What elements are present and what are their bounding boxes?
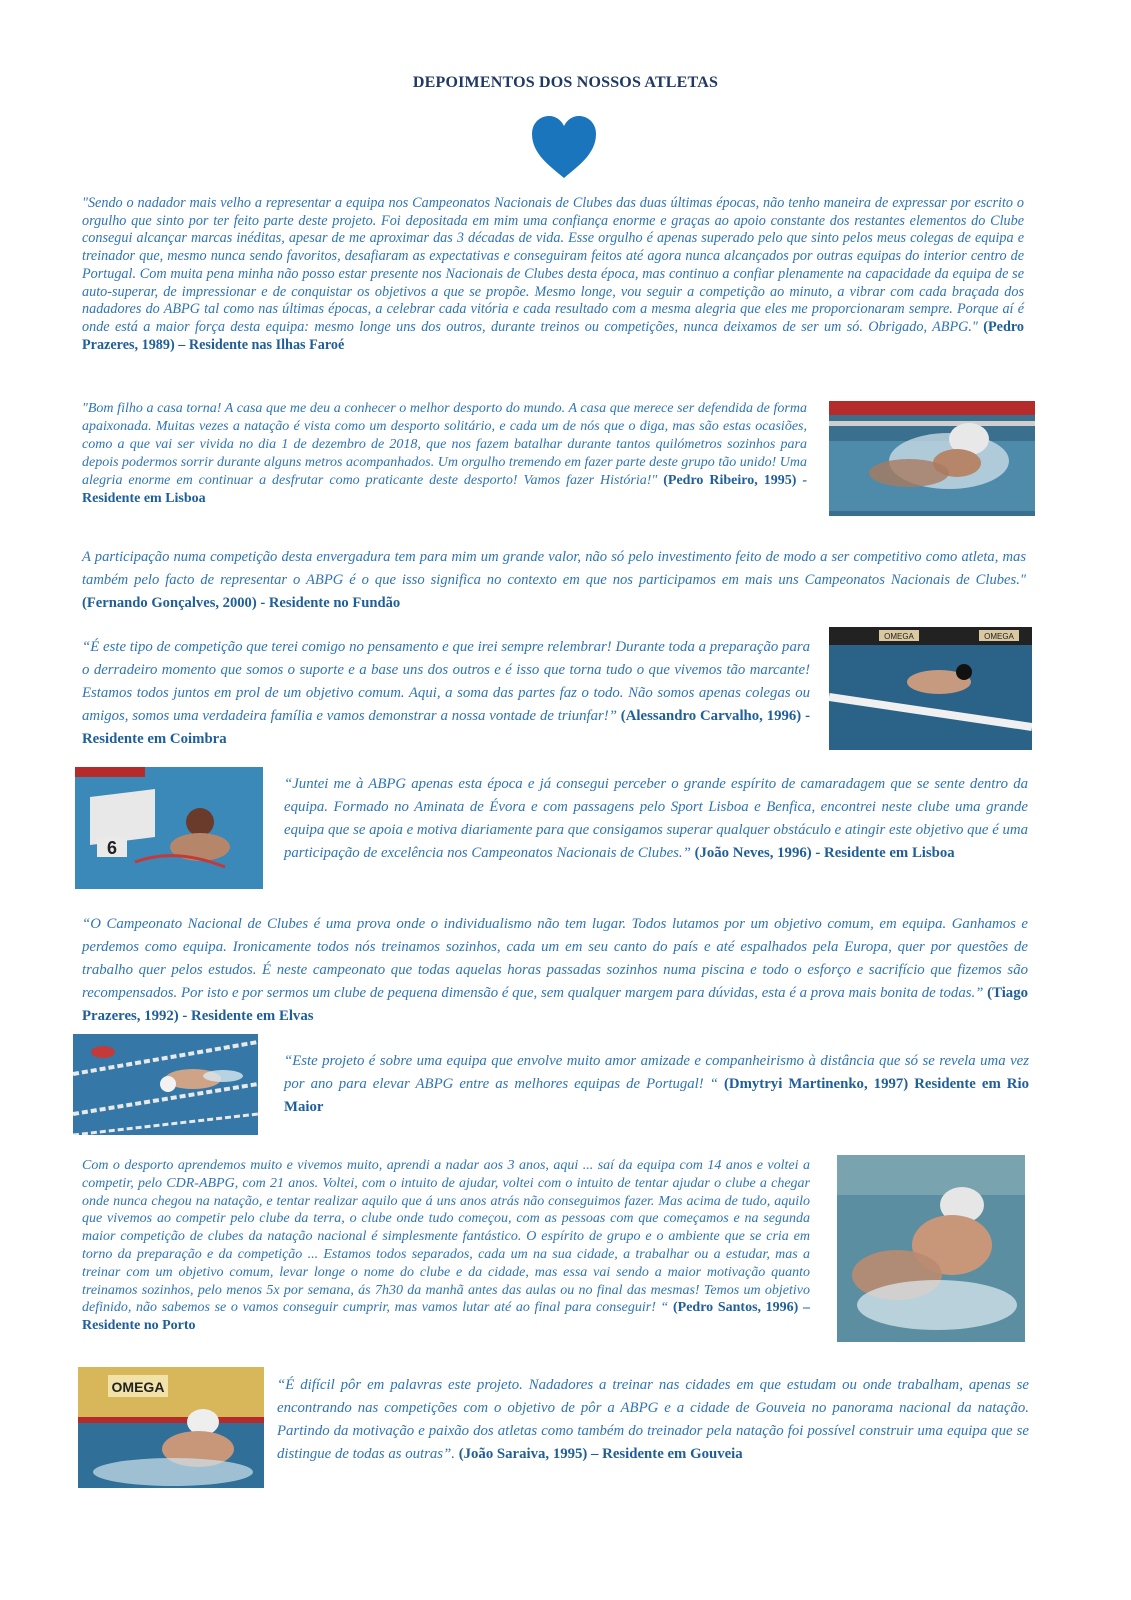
testimonial-1 bbox=[82, 195, 1024, 354]
testimonial-quote: “O Campeonato Nacional de Clubes é uma prova onde o individualismo não tem lugar. Todos lutamos por um objetivo comum, em equipa. Ganhamos e perdemos como equipa. Ironicamente todos nós treinamos sozinhos, cada um em seu canto do país e até espalhados pela Europa, quer por questões de trabalho quer pelos estudos. É neste campeonato que todas aquelas horas passadas sozinhos numa piscina e todo o esforço e sacrifício que fizemos são recompensados. Por isto e por sermos um clube de pequena dimensão é que, sem qualquer margem para dúvidas, esta é a prova mais bonita de todas.” bbox=[82, 916, 1028, 1001]
swimmer-photo-omega bbox=[78, 1367, 264, 1488]
heart-icon bbox=[530, 114, 598, 180]
testimonial-quote: "Sendo o nadador mais velho a representar a equipa nos Campeonatos Nacionais de Clubes das duas últimas épocas, não tenho maneira de expressar por escrito o orgulho que sinto por ter feito parte deste projeto. Foi depositada em mim uma confiança enorme e graças ao apoio constante dos restantes elementos do Clube consegui alcançar marcas inéditas, apesar de me aproximar das 3 décadas de vida. Esse orgulho é apenas superado pelo que sinto pelos meus colegas de equipa e treinador que, mesmo nunca sendo favoritos, desafiaram as expectativas e conseguiram feitos até agora nunca alcançados por outras equipas do interior centro de Portugal. Com muita pena minha não posso estar presente nos Nacionais de Clubes desta época, mas continuo a confiar plenamente na capacidade da equipa de se auto-superar, de impressionar e de conquistar os objetivos a que se propõe. Mesmo longe, vou seguir a competição ao minuto, a vibrar com cada braçada dos nadadores do ABPG tal como nas últimas épocas, a celebrar cada vitória e cada resultado com a mesma alegria que eles me proporcionaram sempre. Porque aí é onde está a maior força desta equipa: mesmo longe uns dos outros, durante treinos ou competições, nunca deixamos de ser um só. Obrigado, ABPG." bbox=[82, 195, 1024, 335]
testimonial-8 bbox=[82, 1157, 810, 1335]
testimonial-author: (João Saraiva, 1995) – Residente em Gouveia bbox=[458, 1446, 743, 1462]
swimmer-photo-starting-block bbox=[75, 767, 263, 889]
testimonial-6 bbox=[82, 913, 1028, 1028]
testimonial-quote: “Este projeto é sobre uma equipa que envolve muito amor amizade e companheirismo à distância que só se revela uma vez por ano para elevar ABPG entre as melhores equipas de Portugal! “ bbox=[284, 1053, 1029, 1092]
page-title: DEPOIMENTOS DOS NOSSOS ATLETAS bbox=[412, 74, 719, 91]
testimonial-author: (Dmytryi Martinenko, 1997) Residente em Rio Maior bbox=[284, 1076, 1030, 1115]
testimonial-author: (Fernando Gonçalves, 2000) - Residente no Fundão bbox=[82, 595, 401, 611]
testimonial-5 bbox=[284, 773, 1028, 865]
testimonial-7 bbox=[284, 1050, 1029, 1119]
testimonial-author: (Pedro Ribeiro, 1995) - Residente em Lisboa bbox=[82, 473, 808, 506]
testimonial-4 bbox=[82, 636, 810, 751]
testimonial-quote: A participação numa competição desta envergadura tem para mim um grande valor, não só pelo investimento feito de modo a ser competitivo como atleta, mas também pelo facto de representar o ABPG é o que isso significa no contexto em que nos participamos em mais uns Campeonatos Nacionais de Clubes." bbox=[82, 549, 1026, 588]
banner-text: OMEGA bbox=[111, 1379, 165, 1395]
testimonial-quote: “Juntei me à ABPG apenas esta época e já consegui perceber o grande espírito de camaradagem que se sente dentro da equipa. Formado no Aminata de Évora e com passagens pelo Sport Lisboa e Benfica, encontrei neste clube uma grande equipa que se apoia e motiva diariamente para que consigamos superar qualquer obstáculo e atingir este objetivo que é uma participação de excelência nos Campeonatos Nacionais de Clubes.” bbox=[284, 776, 1028, 861]
testimonial-author: (Tiago Prazeres, 1992) - Residente em Elvas bbox=[82, 985, 1029, 1024]
swimmer-photo-breaststroke bbox=[829, 401, 1035, 516]
testimonial-author: (Pedro Santos, 1996) – Residente no Porto bbox=[82, 1300, 810, 1334]
testimonial-author: (Alessandro Carvalho, 1996) - Residente em Coimbra bbox=[82, 708, 810, 747]
block-number: 6 bbox=[106, 838, 118, 858]
testimonial-3 bbox=[82, 546, 1026, 615]
swimmer-photo-freestyle bbox=[73, 1034, 258, 1135]
testimonial-9 bbox=[277, 1374, 1029, 1466]
testimonial-author: (Pedro Prazeres, 1989) – Residente nas Ilhas Faroé bbox=[82, 318, 1024, 353]
testimonial-quote: “É difícil pôr em palavras este projeto. Nadadores a treinar nas cidades em que estudam ou onde trabalham, apenas se encontrando nas competições com o objetivo de pôr a ABPG e a cidade de Gouveia no panorama nacional da natação. Partindo da motivação e paixão dos atletas como também do treinador pela natação foi possível construir uma equipa que se distingue de todas as outras”. bbox=[277, 1377, 1029, 1462]
swimmer-photo-butterfly bbox=[829, 627, 1032, 750]
testimonial-quote: Com o desporto aprendemos muito e vivemos muito, aprendi a nadar aos 3 anos, aqui ... saí da equipa com 14 anos e voltei a competir, pelo CDR-ABPG, com 21 anos. Voltei, com o intuito de ajudar, voltei com o intuito de tentar ajudar o clube a chegar onde nunca chegou na natação, e tentar realizar aquilo que á uns anos atrás não conseguimos fazer. Mas acima de tudo, aquilo que vivemos ao competir pelo clube da terra, o clube onde tudo começou, com as pessoas com que começamos e na segunda maior competição de clubes da natação nacional é simplesmente fantástico. O espírito de grupo e o ambiente que se cria em torno da preparação e da competição ... Estamos todos separados, cada um na sua cidade, a trabalhar ou a estudar, mas a treinar com um objetivo comum, levar longe o nome do clube e da cidade, mas essa vai sendo a maior motivação quanto treinamos sozinhos, pelo menos 5x por semana, ás 7h30 da manhã antes das aulas ou no final das mesmas! Temos um objetivo definido, não sabemos se o vamos conseguir cumprir, mas vamos lutar até ao final para conseguir! “ bbox=[82, 1158, 810, 1316]
testimonial-author: (João Neves, 1996) - Residente em Lisboa bbox=[694, 845, 955, 861]
swimmer-photo-breaststroke-closeup bbox=[837, 1155, 1025, 1342]
banner-text: OMEGA bbox=[984, 632, 1014, 641]
testimonial-quote: "Bom filho a casa torna! A casa que me deu a conhecer o melhor desporto do mundo. A casa que merece ser defendida de forma apaixonada. Muitas vezes a natação é vista como um desporto solitário, e cada um de nós que o diga, mas são estas ocasiões, como a que vai ser vivida no dia 1 de dezembro de 2018, que nos fazem batalhar durante tantos quilómetros sozinhos para depois podermos sorrir durante alguns metros acompanhados. Um orgulho tremendo em fazer parte deste grupo tão unido! Uma alegria enorme em continuar a desfrutar como praticante deste desporto! Vamos fazer História!" bbox=[82, 401, 807, 488]
banner-text: OMEGA bbox=[884, 632, 914, 641]
testimonial-2 bbox=[82, 400, 807, 508]
testimonial-quote: “É este tipo de competição que terei comigo no pensamento e que irei sempre relembrar! Durante toda a preparação para o derradeiro momento que somos o suporte e a base uns dos outros e é isso que torna tudo o que vivemos tão marcante! Estamos todos juntos em prol de um objetivo comum. Aqui, a soma das partes faz o todo. Não somos apenas colegas ou amigos, somos uma verdadeira família e vamos demonstrar a nossa vontade de triunfar!” bbox=[82, 639, 810, 724]
